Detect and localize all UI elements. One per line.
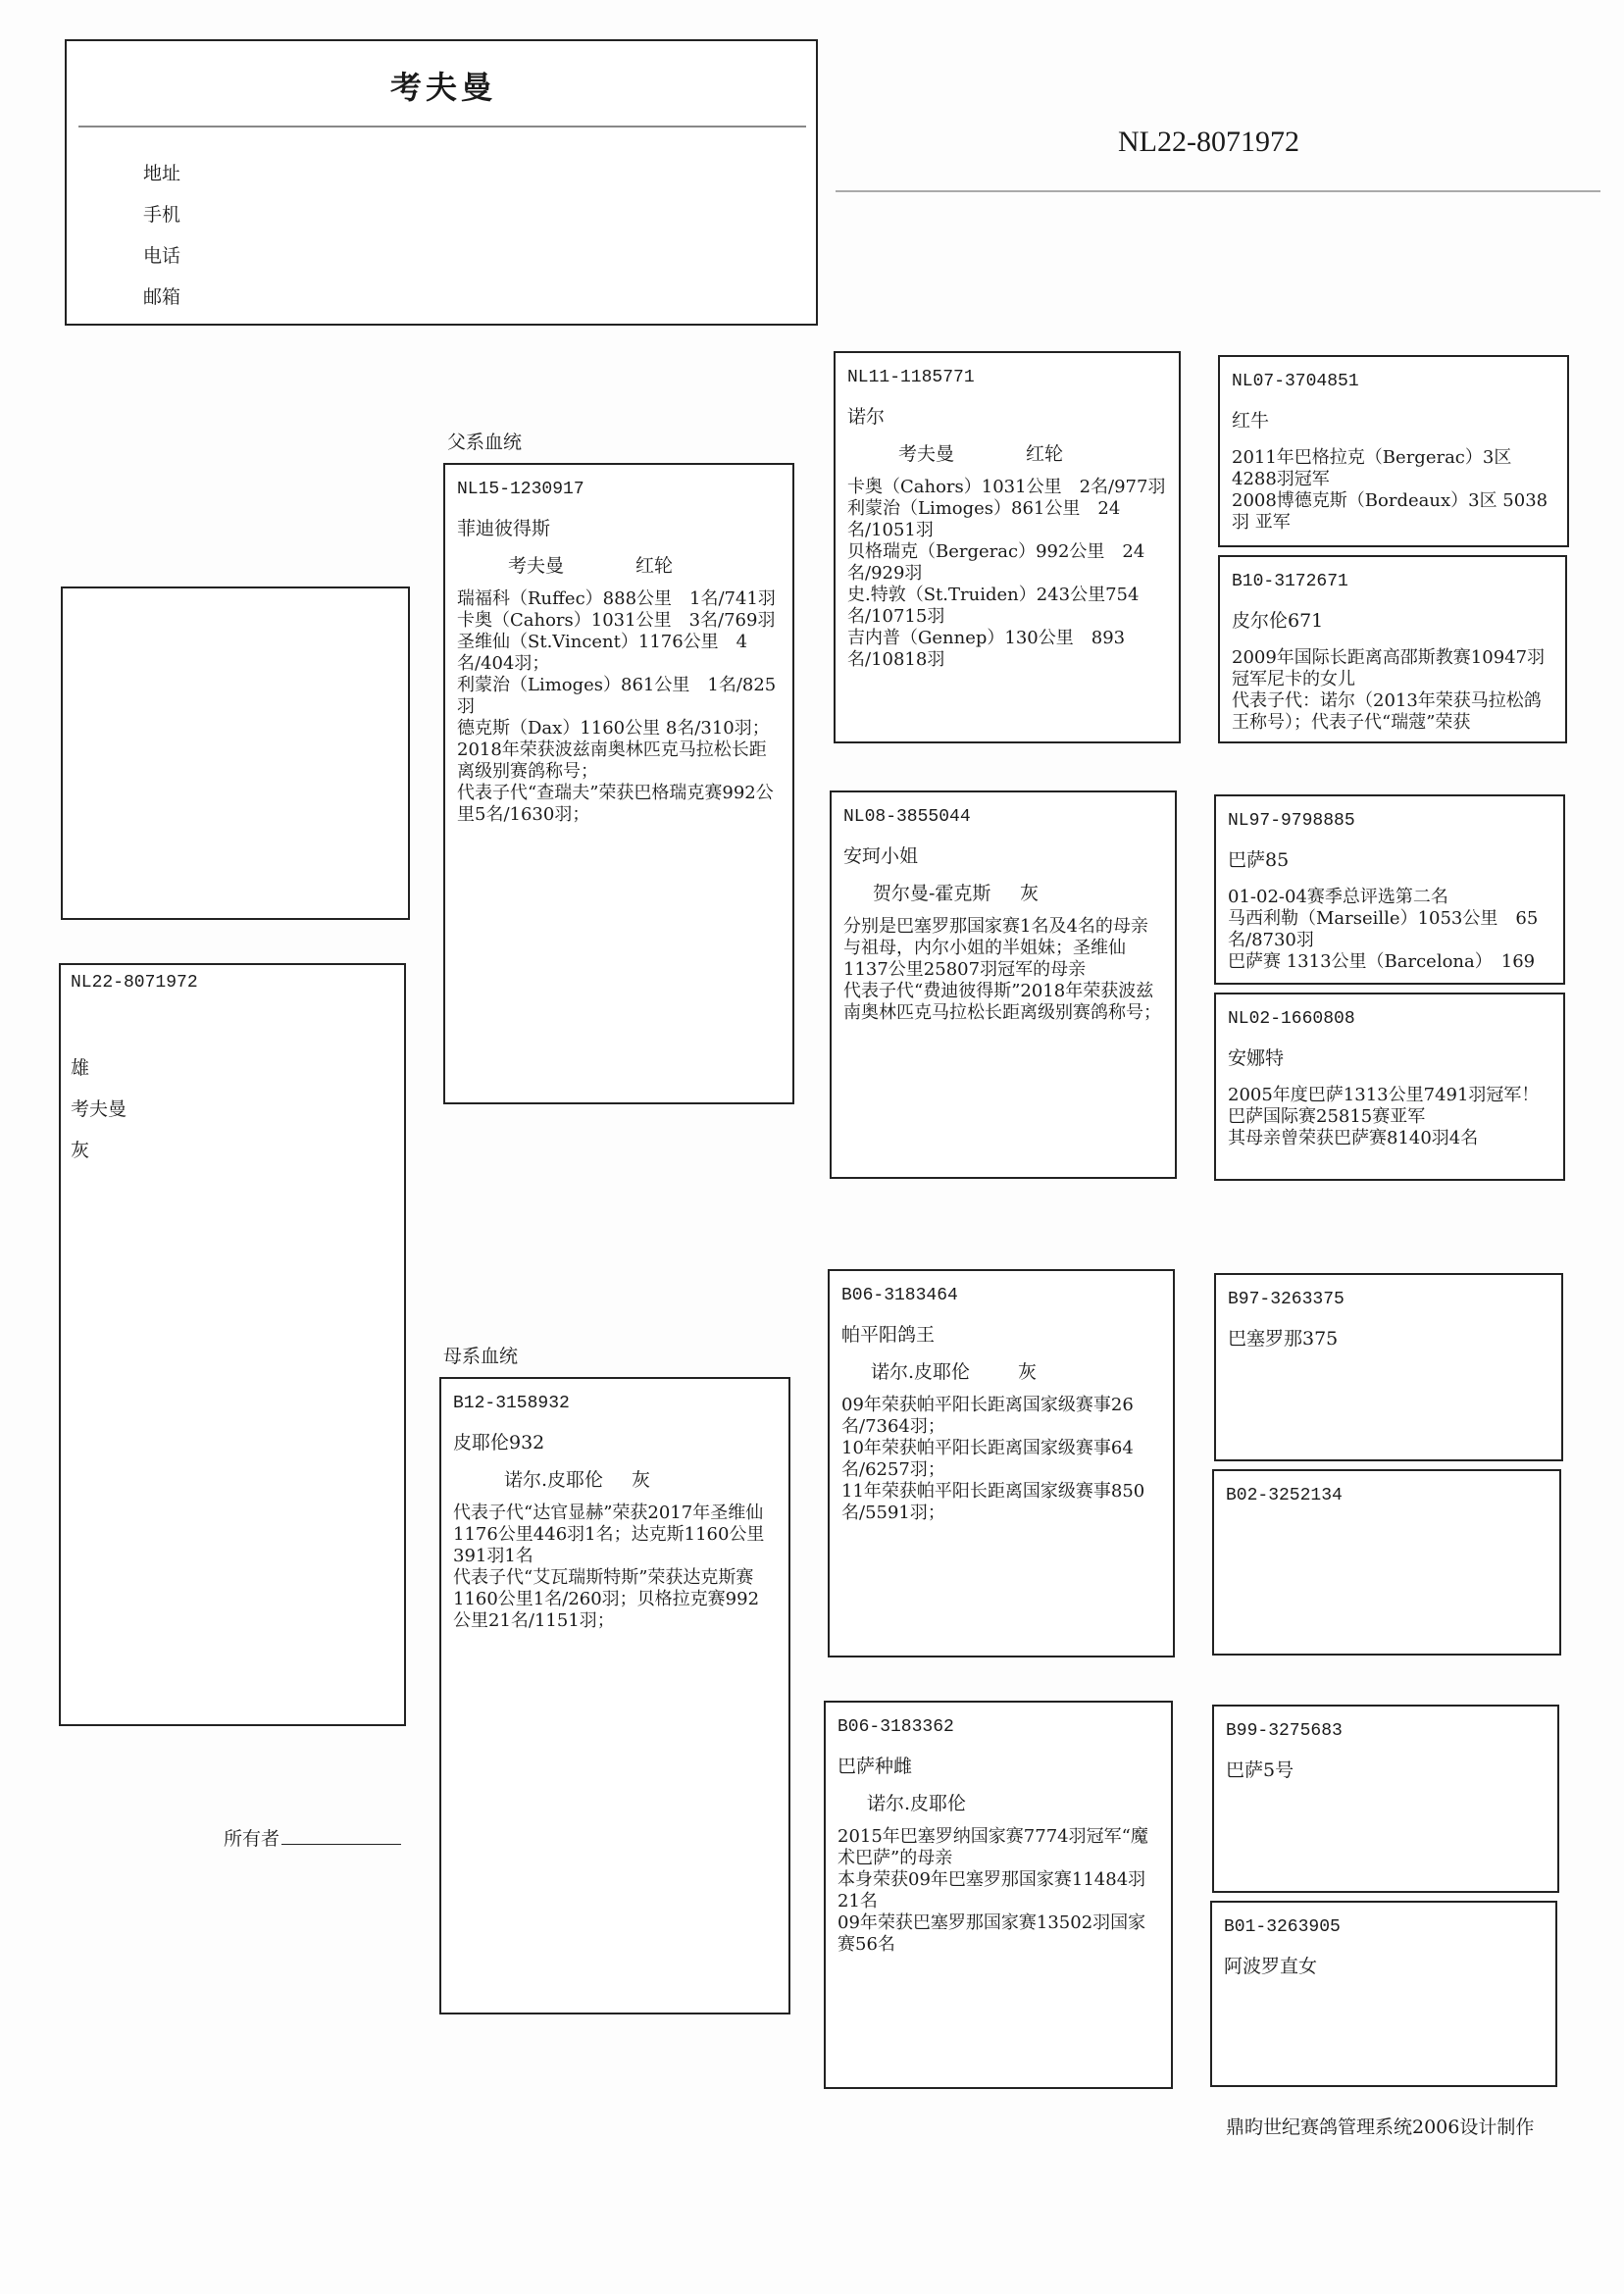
photo-placeholder (61, 586, 410, 920)
dds-name: 巴萨5号 (1226, 1759, 1294, 1781)
sire-name: 菲迪彼得斯 (457, 518, 551, 539)
dam-description (453, 1503, 777, 1632)
sire-father: 考夫曼 (508, 555, 565, 577)
sss-ring: NL07-3704851 (1232, 372, 1359, 391)
sire-desc-line: 瑞福科（Ruffec）888公里 1名/741羽 (457, 588, 776, 609)
sire-dam-father: 贺尔曼-霍克斯 (873, 883, 991, 904)
footer-credit: 鼎昀世纪赛鸽管理系统2006设计制作 (1226, 2116, 1535, 2138)
sds-name: 巴萨85 (1228, 849, 1290, 871)
main-bird-color: 灰 (71, 1140, 90, 1161)
dam-sire-desc-line: 09年荣获帕平阳长距离国家级赛事26名/7364羽； (841, 1395, 1134, 1437)
dam-color: 灰 (632, 1469, 651, 1491)
sire-sire-desc-line: 贝格瑞克（Bergerac）992公里 24名/929羽 (847, 541, 1145, 584)
ddd-ring: B01-3263905 (1224, 1917, 1341, 1937)
dam-father: 诺尔.皮耶伦 (504, 1469, 604, 1491)
dam-sire-ring: B06-3183464 (841, 1286, 958, 1305)
sire-desc-line: 德克斯（Dax）1160公里 8名/310羽； (457, 718, 770, 739)
dds-ring: B99-3275683 (1226, 1721, 1343, 1741)
dam-dam-desc-line: 2015年巴塞罗纳国家赛7774羽冠军“魔术巴萨”的母亲 (837, 1826, 1148, 1868)
sire-desc-line: 2018年荣获波兹南奥林匹克马拉松长距离级别赛鸽称号； (457, 739, 767, 782)
sire-sire-desc-line: 卡奥（Cahors）1031公里 2名/977羽 (847, 477, 1166, 497)
sire-sire-desc-line: 利蒙治（Limoges）861公里 24名/1051羽 (847, 498, 1121, 540)
dam-dam-desc-line: 09年荣获巴塞罗那国家赛13502羽国家赛56名 (837, 1912, 1146, 1955)
sire-sire-father: 考夫曼 (898, 443, 955, 465)
sds-description (1228, 887, 1551, 973)
owner-field-phone: 电话 (143, 245, 181, 267)
dam-section-title: 母系血统 (443, 1346, 519, 1367)
sire-sire-color: 红轮 (1026, 443, 1064, 465)
owner-signature-line (281, 1826, 401, 1845)
sss-desc-line: 2008博德克斯（Bordeaux）3区 5038羽 亚军 (1232, 490, 1548, 533)
main-bird-ring: NL22-8071972 (71, 973, 198, 993)
sire-ring: NL15-1230917 (457, 480, 584, 499)
sire-dam-color: 灰 (1020, 883, 1040, 904)
sire-desc-line: 利蒙治（Limoges）861公里 1名/825羽 (457, 675, 777, 717)
dam-box (439, 1377, 790, 2014)
dam-sire-desc-line: 10年荣获帕平阳长距离国家级赛事64名/6257羽； (841, 1438, 1134, 1480)
dam-dam-desc-line: 本身荣获09年巴塞罗那国家赛11484羽21名 (837, 1869, 1146, 1912)
owner-field-address: 地址 (143, 163, 181, 184)
sds-desc-line: 巴萨赛 1313公里（Barcelona） 169 (1228, 951, 1536, 972)
sire-desc-line: 圣维仙（St.Vincent）1176公里 4名/404羽； (457, 632, 748, 674)
dam-desc-line: 代表子代“艾瓦瑞斯特斯”荣获达克斯赛1160公里1名/260羽；贝格拉克赛992公里21名/1151羽； (453, 1567, 760, 1631)
sire-sire-name: 诺尔 (847, 406, 886, 428)
owner-signature-label: 所有者 (224, 1828, 280, 1850)
dam-dam-description (837, 1826, 1159, 1956)
sire-dam-name: 安珂小姐 (843, 845, 919, 867)
sire-box (443, 463, 794, 1104)
ssd-ring: B10-3172671 (1232, 572, 1348, 591)
sire-desc-line: 卡奥（Cahors）1031公里 3名/769羽 (457, 610, 776, 631)
sss-desc-line: 2011年巴格拉克（Bergerac）3区4288羽冠军 (1232, 447, 1512, 489)
sss-name: 红牛 (1232, 410, 1270, 432)
dam-sire-description (841, 1395, 1161, 1524)
dss-name: 巴塞罗那375 (1228, 1328, 1339, 1350)
dsd-ring: B02-3252134 (1226, 1486, 1343, 1505)
sire-dam-parentage (843, 883, 1163, 904)
sss-box (1218, 355, 1569, 547)
dam-ring: B12-3158932 (453, 1394, 570, 1413)
sire-description (457, 588, 781, 826)
owner-field-email: 邮箱 (143, 286, 181, 308)
dam-desc-line: 代表子代“达官显赫”荣获2017年圣维仙1176公里446羽1名；达克斯1160公里391羽1名 (453, 1503, 765, 1566)
sire-color: 红轮 (635, 555, 674, 577)
sdd-ring: NL02-1660808 (1228, 1009, 1355, 1029)
sdd-box (1214, 993, 1565, 1181)
main-bird-box (59, 963, 406, 1726)
sss-description (1232, 447, 1555, 534)
sire-dam-desc-line: 代表子代“费迪彼得斯”2018年荣获波兹南奥林匹克马拉松长距离级别赛鸽称号； (843, 981, 1161, 1023)
sds-ring: NL97-9798885 (1228, 811, 1355, 831)
ssd-description (1232, 647, 1553, 734)
dss-box (1214, 1273, 1563, 1461)
sire-dam-desc-line: 分别是巴塞罗那国家赛1名及4名的母亲与祖母，内尔小姐的半姐妹；圣维仙1137公里25807羽冠军的母亲 (843, 916, 1148, 980)
sire-dam-box (830, 790, 1177, 1179)
ssd-desc-line: 2009年国际长距离高邵斯教赛10947羽冠军尼卡的女儿 (1232, 647, 1546, 689)
sdd-desc-line: 2005年度巴萨1313公里7491羽冠军！ (1228, 1085, 1540, 1105)
dsd-box (1212, 1469, 1561, 1656)
dam-dam-name: 巴萨种雌 (837, 1756, 913, 1777)
sdd-desc-line: 其母亲曾荣获巴萨赛8140羽4名 (1228, 1128, 1479, 1148)
ssd-desc-line: 代表子代：诺尔（2013年荣获马拉松鸽王称号）；代表子代“瑞蔻”荣获 (1232, 690, 1542, 733)
dam-sire-color: 灰 (1018, 1361, 1038, 1383)
ssd-name: 皮尔伦671 (1232, 610, 1324, 632)
dam-name: 皮耶伦932 (453, 1432, 545, 1453)
sire-dam-description (843, 916, 1163, 1024)
sds-desc-line: 01-02-04赛季总评选第二名 (1228, 887, 1448, 907)
sdd-name: 安娜特 (1228, 1047, 1285, 1069)
owner-signature (224, 1824, 401, 1851)
dam-sire-name: 帕平阳鸽王 (841, 1324, 936, 1346)
dam-sire-parentage (841, 1361, 1161, 1383)
sire-sire-parentage (847, 443, 1167, 465)
dam-sire-father: 诺尔.皮耶伦 (871, 1361, 971, 1383)
ddd-name: 阿波罗直女 (1224, 1956, 1318, 1977)
dam-dam-parentage (837, 1793, 1159, 1814)
dam-sire-box (828, 1269, 1175, 1657)
owner-field-mobile: 手机 (143, 204, 181, 226)
sire-sire-description (847, 477, 1167, 671)
owner-name: 考夫曼 (389, 69, 496, 106)
dam-dam-father: 诺尔.皮耶伦 (867, 1793, 967, 1814)
main-bird-sex: 雄 (71, 1057, 90, 1079)
sire-sire-desc-line: 史.特敦（St.Truiden）243公里754名/10715羽 (847, 585, 1140, 627)
sdd-description (1228, 1085, 1551, 1149)
sire-section-title: 父系血统 (447, 432, 523, 453)
main-bird-name: 考夫曼 (71, 1098, 127, 1120)
dam-parentage (453, 1469, 777, 1491)
ddd-box (1210, 1901, 1557, 2087)
sire-dam-ring: NL08-3855044 (843, 807, 971, 827)
header-ring-number: NL22-8071972 (1118, 126, 1299, 158)
dam-sire-desc-line: 11年荣获帕平阳长距离国家级赛事850名/5591羽； (841, 1481, 1145, 1523)
dam-dam-box (824, 1701, 1173, 2089)
sire-sire-desc-line: 吉内普（Gennep）130公里 893名/10818羽 (847, 628, 1126, 670)
sire-parentage (457, 555, 781, 577)
sds-desc-line: 马西利勒（Marseille）1053公里 65名/8730羽 (1228, 908, 1539, 950)
owner-divider (78, 126, 806, 127)
sds-box (1214, 794, 1565, 985)
ssd-box (1218, 555, 1567, 743)
dds-box (1212, 1705, 1559, 1893)
sire-sire-box (834, 351, 1181, 743)
sire-sire-ring: NL11-1185771 (847, 368, 975, 387)
dam-dam-ring: B06-3183362 (837, 1717, 954, 1737)
owner-box (65, 39, 818, 326)
header-divider (836, 190, 1600, 192)
sire-desc-line: 代表子代“查瑞夫”荣获巴格瑞克赛992公里5名/1630羽； (457, 783, 774, 825)
sdd-desc-line: 巴萨国际赛25815赛亚军 (1228, 1106, 1426, 1127)
dss-ring: B97-3263375 (1228, 1290, 1345, 1309)
